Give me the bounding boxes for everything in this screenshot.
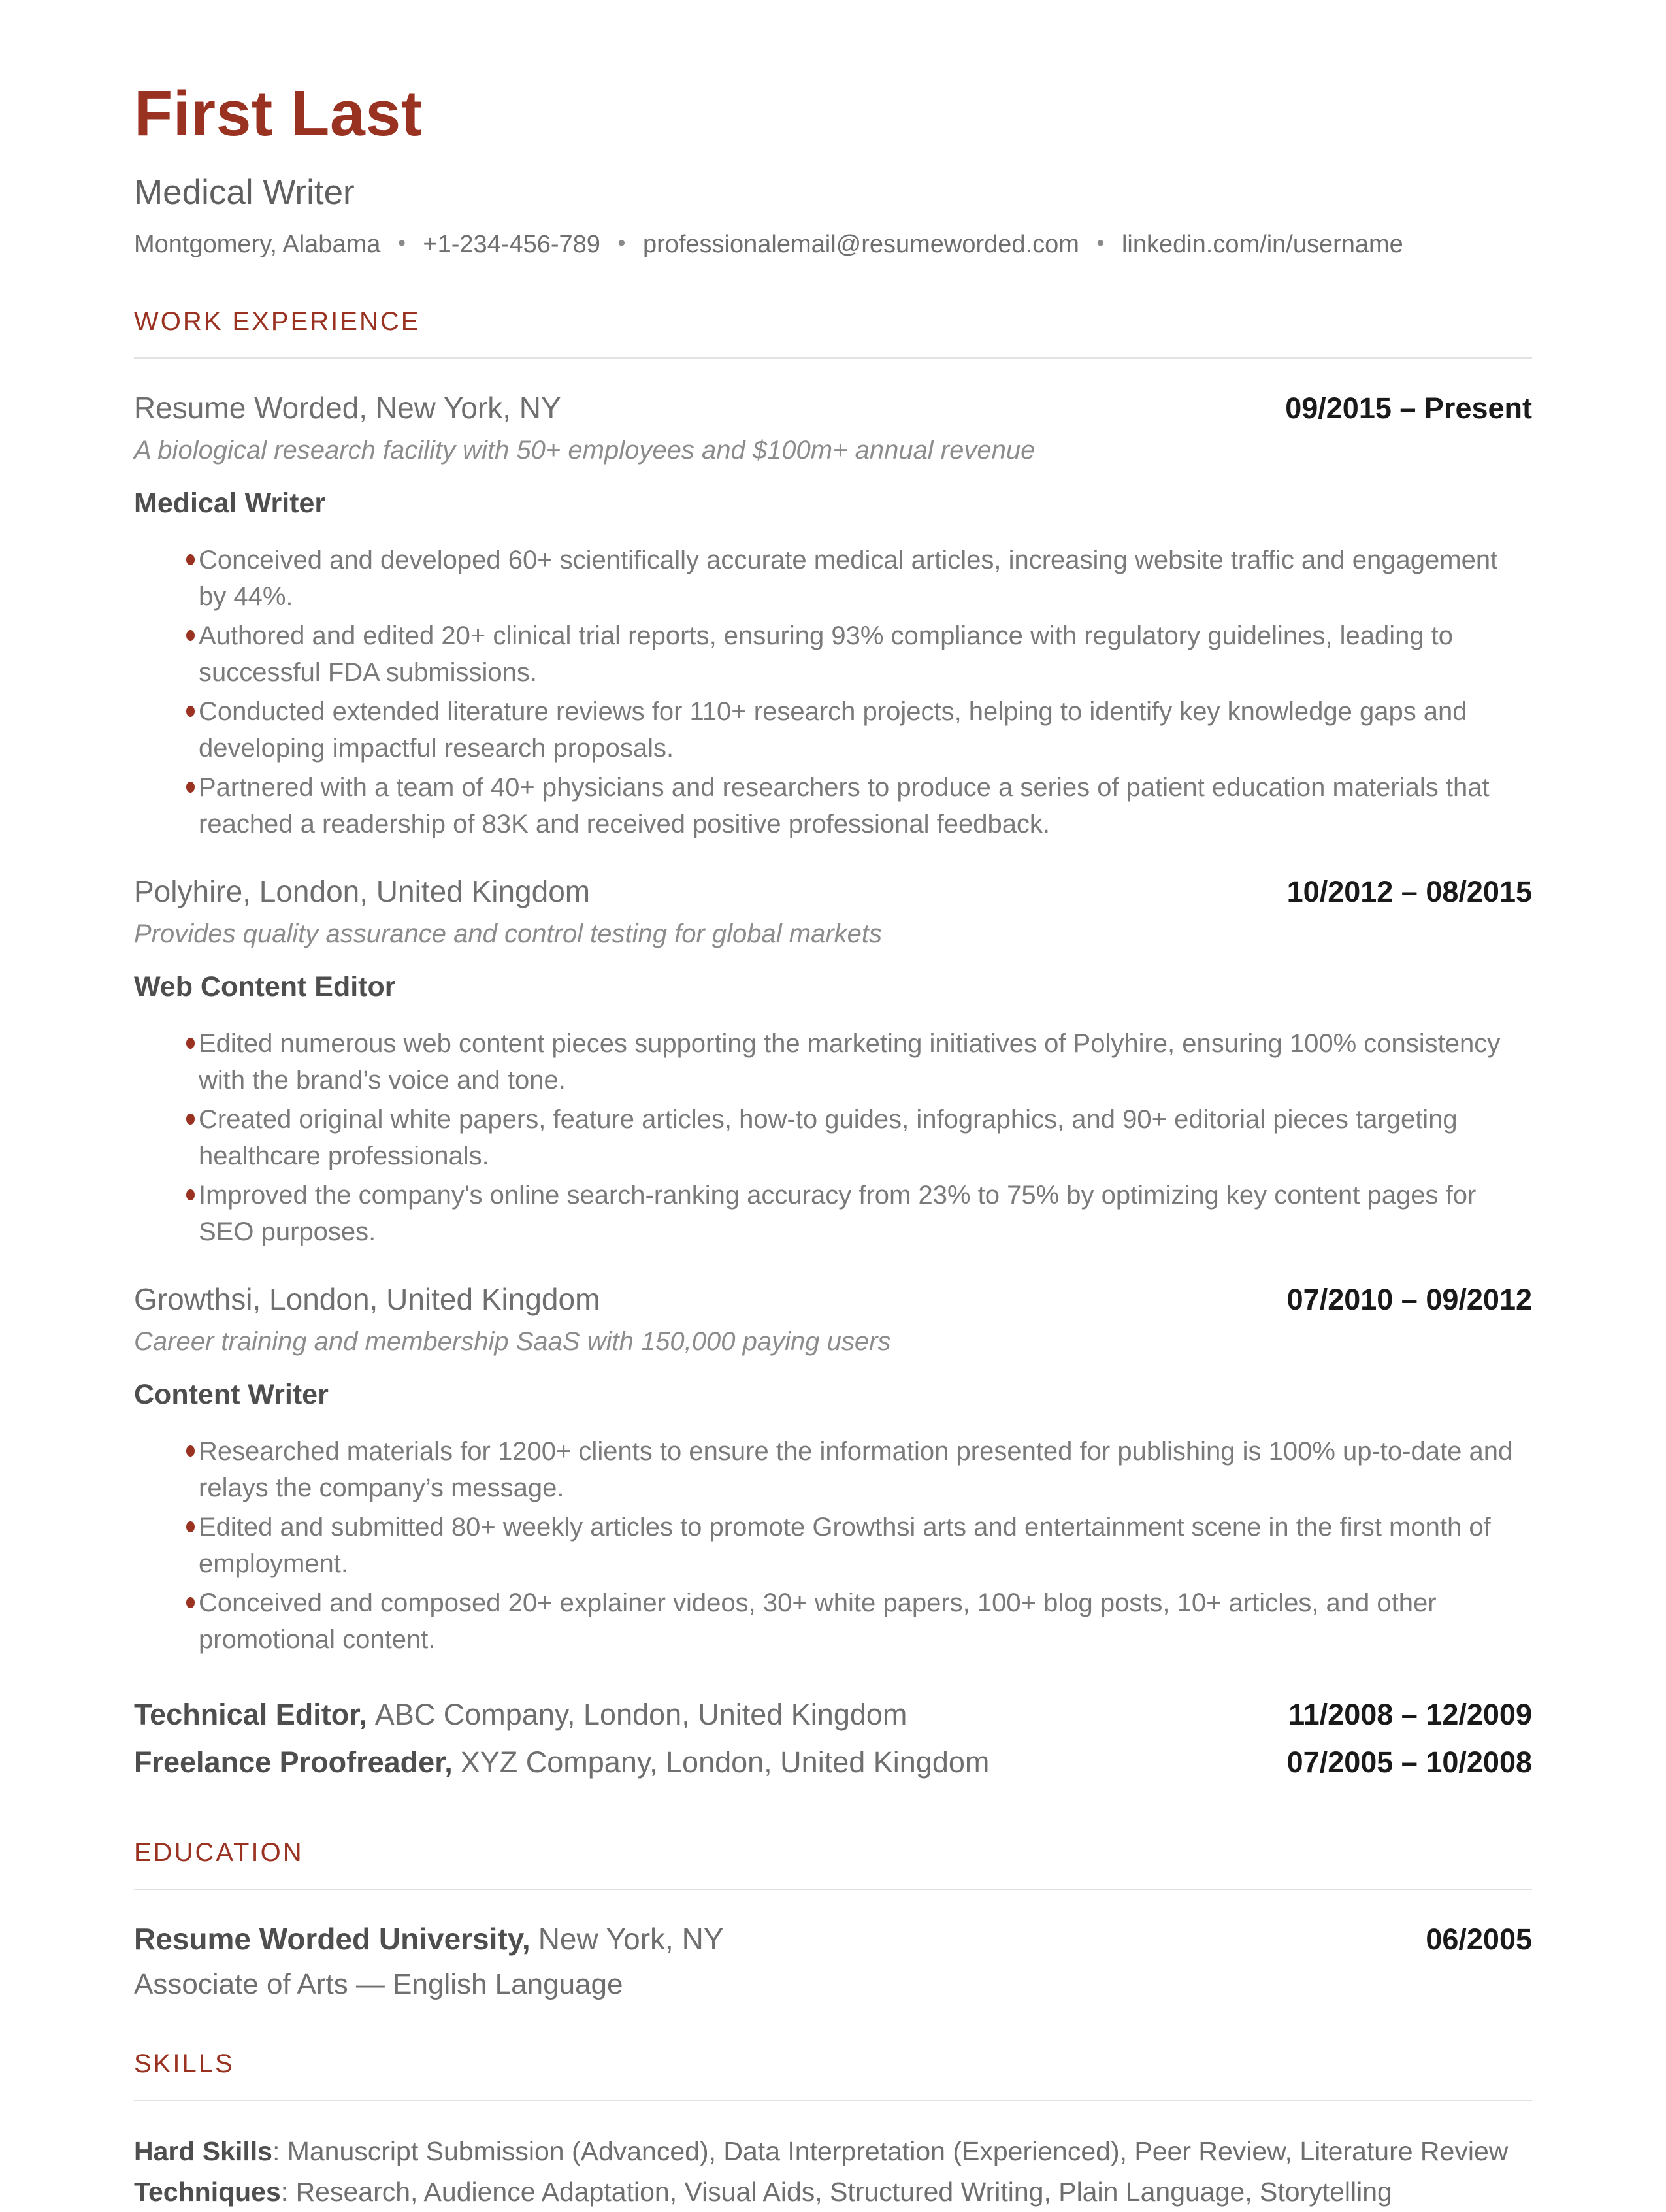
company-description: A biological research facility with 50+ employees and $100m+ annual revenue — [134, 436, 1036, 465]
skills-values: : Manuscript Submission (Advanced), Data Interpretation (Experienced), Peer Review, Literature Review — [272, 2136, 1509, 2166]
education-dates: 06/2005 — [1426, 1923, 1532, 1956]
bullet-dot-icon — [186, 1521, 195, 1532]
job-entry-growthsi — [134, 1281, 1532, 1658]
bullet-dot-icon — [186, 1597, 195, 1608]
earlier-role-title: Technical Editor, — [134, 1698, 367, 1731]
bullet-item — [134, 769, 1532, 842]
section-heading-skills: SKILLS — [134, 2049, 235, 2078]
education-header-row — [134, 1921, 1532, 1956]
earlier-role-title: Freelance Proofreader, — [134, 1745, 453, 1779]
bullet-item — [134, 542, 1532, 615]
bullet-dot-icon — [186, 1038, 195, 1049]
job-role-title: Content Writer — [134, 1379, 329, 1410]
education-entry — [134, 1921, 1532, 2001]
dot-separator-icon: • — [397, 231, 406, 256]
bullet-dot-icon — [186, 554, 195, 565]
job-header-row — [134, 390, 1532, 425]
bullet-item — [134, 1101, 1532, 1174]
bullet-list — [134, 542, 1532, 842]
section-work-experience — [134, 307, 1532, 1790]
bullet-text: Conducted extended literature reviews for 110+ research projects, helping to identify key knowledge gaps and developing impactful research proposals. — [199, 697, 1467, 763]
section-skills — [134, 2049, 1532, 2212]
earlier-role-company: ABC Company, London, United Kingdom — [374, 1698, 907, 1731]
earlier-role-row — [134, 1694, 1532, 1742]
bullet-dot-icon — [186, 630, 195, 641]
bullet-text: Partnered with a team of 40+ physicians and researchers to produce a series of patient education materials that reached a readership of 83K and received positive professional feedback. — [199, 773, 1490, 838]
earlier-role-company: XYZ Company, London, United Kingdom — [460, 1745, 990, 1779]
company-description: Career training and membership SaaS with 150,000 paying users — [134, 1327, 891, 1356]
bullet-item — [134, 1509, 1532, 1582]
job-dates: 07/2010 – 09/2012 — [1286, 1283, 1532, 1316]
contact-line — [134, 231, 1532, 259]
bullet-list — [134, 1433, 1532, 1658]
bullet-dot-icon — [186, 1445, 195, 1457]
bullet-text: Improved the company's online search-ranking accuracy from 23% to 75% by optimizing key content pages for SEO purposes. — [199, 1181, 1477, 1246]
bullet-text: Created original white papers, feature articles, how-to guides, infographics, and 90+ editorial pieces targeting healthcare professionals. — [199, 1105, 1458, 1170]
bullet-text: Edited and submitted 80+ weekly articles to promote Growthsi arts and entertainment scene in the first month of employment. — [199, 1513, 1491, 1578]
bullet-item — [134, 693, 1532, 767]
bullet-text: Authored and edited 20+ clinical trial reports, ensuring 93% compliance with regulatory guidelines, leading to successful FDA submissions. — [199, 621, 1454, 687]
company-description: Provides quality assurance and control testing for global markets — [134, 919, 883, 948]
job-role-title: Medical Writer — [134, 487, 326, 519]
bullet-text: Researched materials for 1200+ clients to ensure the information presented for publishing is 100% up-to-date and relays the company’s message. — [199, 1437, 1513, 1502]
bullet-item — [134, 1585, 1532, 1658]
earlier-role-dates: 07/2005 – 10/2008 — [1286, 1745, 1532, 1779]
candidate-name: First Last — [134, 78, 423, 149]
bullet-item — [134, 618, 1532, 691]
earlier-role-left — [134, 1694, 907, 1742]
skills-line-hard-skills — [134, 2131, 1532, 2171]
job-dates: 09/2015 – Present — [1285, 391, 1532, 425]
job-entry-resume-worded — [134, 390, 1532, 842]
earlier-role-left — [134, 1742, 989, 1790]
earlier-role-row — [134, 1742, 1532, 1790]
section-divider — [134, 357, 1532, 359]
bullet-dot-icon — [186, 1189, 195, 1200]
job-company: Resume Worded, New York, NY — [134, 391, 561, 425]
resume-header — [134, 77, 1532, 259]
skills-block — [134, 2131, 1532, 2212]
bullet-text: Edited numerous web content pieces supporting the marketing initiatives of Polyhire, ensuring 100% consistency with the brand’s voice and tone. — [199, 1029, 1501, 1095]
education-degree: Associate of Arts — English Language — [134, 1968, 623, 2000]
bullet-item — [134, 1025, 1532, 1098]
contact-linkedin[interactable]: linkedin.com/in/username — [1121, 231, 1403, 258]
job-company: Polyhire, London, United Kingdom — [134, 874, 591, 908]
section-divider — [134, 1889, 1532, 1890]
section-heading-work: WORK EXPERIENCE — [134, 307, 421, 336]
candidate-job-title: Medical Writer — [134, 173, 355, 212]
skills-label: Techniques — [134, 2177, 281, 2207]
job-dates: 10/2012 – 08/2015 — [1286, 875, 1532, 908]
bullet-dot-icon — [186, 1114, 195, 1125]
job-role-title: Web Content Editor — [134, 971, 396, 1002]
earlier-roles — [134, 1694, 1532, 1790]
job-company: Growthsi, London, United Kingdom — [134, 1282, 600, 1316]
contact-phone: +1-234-456-789 — [423, 231, 600, 258]
dot-separator-icon: • — [617, 231, 626, 256]
bullet-dot-icon — [186, 706, 195, 717]
contact-email[interactable]: professionalemail@resumeworded.com — [642, 231, 1079, 258]
skills-values: : Research, Audience Adaptation, Visual Aids, Structured Writing, Plain Language, Storytelling — [280, 2177, 1392, 2207]
section-education — [134, 1838, 1532, 2001]
skills-line-techniques — [134, 2171, 1532, 2212]
bullet-item — [134, 1433, 1532, 1506]
education-location: New York, NY — [538, 1922, 724, 1956]
section-divider — [134, 2100, 1532, 2101]
bullet-list — [134, 1025, 1532, 1250]
bullet-item — [134, 1177, 1532, 1250]
section-heading-education: EDUCATION — [134, 1838, 304, 1867]
bullet-dot-icon — [186, 782, 195, 793]
job-header-row — [134, 874, 1532, 909]
earlier-role-dates: 11/2008 – 12/2009 — [1288, 1698, 1532, 1731]
skills-label: Hard Skills — [134, 2136, 272, 2166]
bullet-text: Conceived and developed 60+ scientifically accurate medical articles, increasing website traffic and engagement by 44%. — [199, 546, 1498, 611]
education-school: Resume Worded University, — [134, 1922, 531, 1956]
dot-separator-icon: • — [1096, 231, 1105, 256]
contact-location: Montgomery, Alabama — [134, 231, 381, 258]
bullet-text: Conceived and composed 20+ explainer videos, 30+ white papers, 100+ blog posts, 10+ articles, and other promotional content. — [199, 1589, 1437, 1654]
job-header-row — [134, 1281, 1532, 1317]
education-left — [134, 1921, 724, 1956]
job-entry-polyhire — [134, 874, 1532, 1250]
